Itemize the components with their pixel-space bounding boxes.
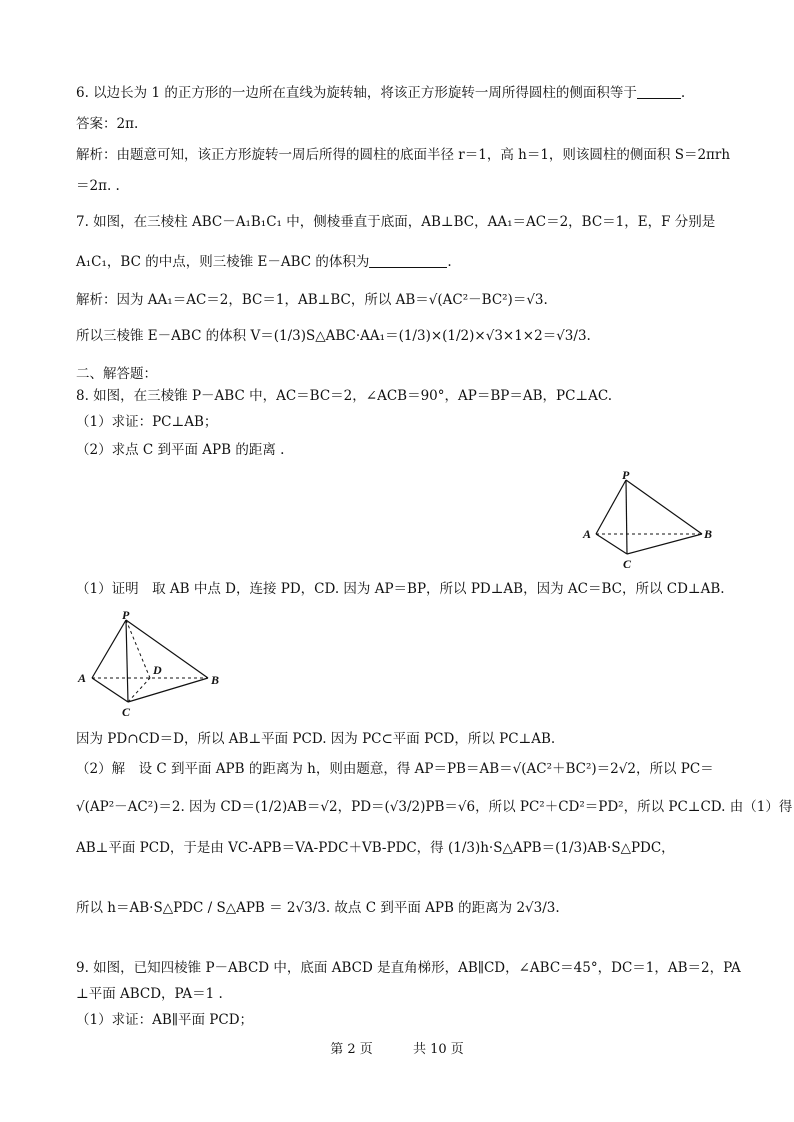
q7-stem-line2: A₁C₁，BC 的中点，则三棱锥 E－ABC 的体积为 .	[76, 254, 452, 270]
page-total: 共 10 页	[412, 1042, 464, 1057]
q9-part1: （1）求证：AB∥平面 PCD；	[76, 1012, 254, 1028]
vertex-label-p: P	[622, 470, 630, 482]
q8-part2: （2）求点 C 到平面 APB 的距离 .	[76, 442, 285, 458]
q6-solution-line2: ＝2π. .	[76, 178, 120, 194]
section-heading: 二、解答题：	[76, 366, 157, 382]
q8-solution-line3: AB⊥平面 PCD，于是由 VC-APB＝VA-PDC＋VB-PDC，得 (1/3)h·S△APB＝(1/3)AB·S△PDC，	[76, 840, 675, 856]
tetrahedron-figure-2	[76, 608, 236, 720]
vertex-label-d: D	[153, 663, 162, 677]
vertex-label-a: A	[78, 671, 87, 685]
q6-stem: 6. 以边长为 1 的正方形的一边所在直线为旋转轴，将该正方形旋转一周所得圆柱的侧面积等于 .	[76, 85, 686, 101]
q6-answer: 答案：2π.	[76, 116, 139, 132]
q8-solution-line4: 所以 h＝AB·S△PDC / S△APB ＝ 2√3/3. 故点 C 到平面 APB 的距离为 2√3/3.	[76, 900, 560, 916]
q7-solution-line2: 所以三棱锥 E－ABC 的体积 V＝(1/3)S△ABC·AA₁＝(1/3)×(1/2)×√3×1×2＝√3/3.	[76, 328, 591, 344]
page-number: 第 2 页	[330, 1042, 373, 1057]
vertex-label-c: C	[122, 705, 131, 719]
vertex-label-c: C	[623, 557, 632, 571]
vertex-label-p: P	[122, 608, 130, 622]
q8-stem: 8. 如图，在三棱锥 P－ABC 中，AC＝BC＝2，∠ACB＝90°，AP＝BP＝AB，PC⊥AC.	[76, 388, 612, 404]
q6-solution-line1: 解析：由题意可知，该正方形旋转一周后所得的圆柱的底面半径 r＝1，高 h＝1，则该圆柱的侧面积 S＝2πrh	[76, 147, 731, 163]
q8-solution-line2: √(AP²－AC²)＝2. 因为 CD＝(1/2)AB＝√2，PD＝(√3/2)PB＝√6，所以 PC²＋CD²＝PD²，所以 PC⊥CD. 由（1）得	[76, 799, 793, 815]
answer-blank[interactable]	[637, 84, 681, 99]
page-footer	[0, 1038, 794, 1057]
q9-stem-line2: ⊥平面 ABCD，PA＝1 .	[76, 986, 223, 1002]
vertex-label-b: B	[704, 527, 713, 541]
q7-solution-line1: 解析：因为 AA₁＝AC＝2，BC＝1，AB⊥BC，所以 AB＝√(AC²－BC²)＝√3.	[76, 292, 548, 308]
tetrahedron-figure-1	[580, 470, 720, 576]
q7-stem-line1: 7. 如图，在三棱柱 ABC－A₁B₁C₁ 中，侧棱垂直于底面，AB⊥BC，AA₁＝AC＝2，BC＝1，E，F 分别是	[76, 214, 716, 230]
q9-stem-line1: 9. 如图，已知四棱锥 P－ABCD 中，底面 ABCD 是直角梯形，AB∥CD，∠ABC＝45°，DC＝1，AB＝2，PA	[76, 960, 741, 976]
q8-proof-line2: 因为 PD∩CD＝D，所以 AB⊥平面 PCD. 因为 PC⊂平面 PCD，所以 PC⊥AB.	[76, 731, 556, 747]
q8-solution-line1: （2）解 设 C 到平面 APB 的距离为 h，则由题意，得 AP＝PB＝AB＝√(AC²＋BC²)＝2√2，所以 PC＝	[76, 761, 714, 777]
q8-proof-line1: （1）证明 取 AB 中点 D，连接 PD，CD. 因为 AP＝BP，所以 PD⊥AB，因为 AC＝BC，所以 CD⊥AB.	[76, 581, 725, 597]
vertex-label-a: A	[583, 527, 592, 541]
answer-blank[interactable]	[369, 253, 447, 268]
q8-part1: （1）求证：PC⊥AB；	[76, 414, 218, 430]
vertex-label-b: B	[211, 673, 220, 687]
